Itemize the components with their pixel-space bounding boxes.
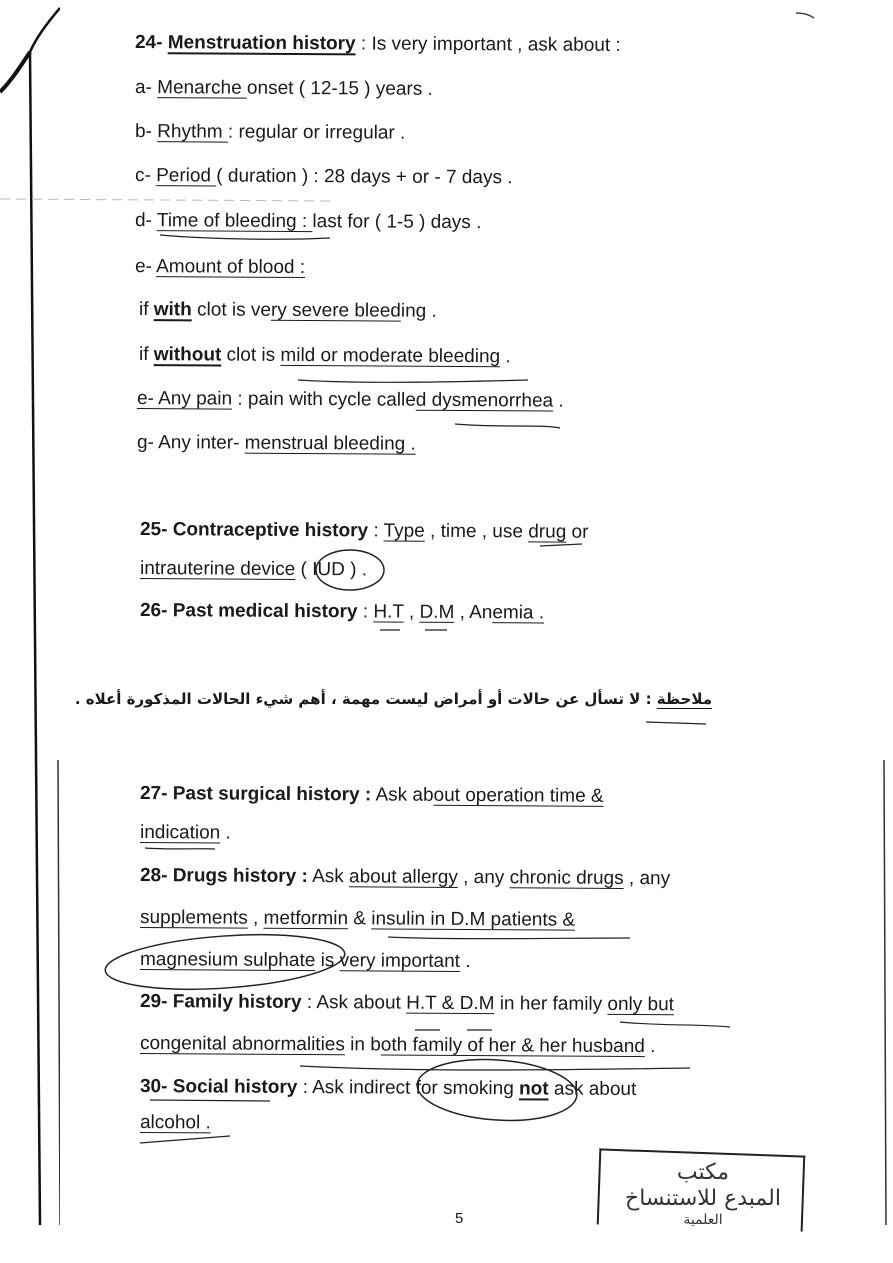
underlined-term: emia . <box>492 602 545 624</box>
menstruation-history-rest: : Is very important , ask about : <box>355 33 621 56</box>
heading-drugs-history <box>140 864 670 891</box>
underlined-term: e- Any pain <box>136 388 233 410</box>
underlined-term: alcohol . <box>139 1112 211 1134</box>
underlined-term: H.T <box>373 601 404 623</box>
line-text: : Ask indirect for smoking <box>297 1076 520 1100</box>
line-text: last for ( 1-5 ) days . <box>312 211 482 234</box>
line-text: . <box>220 822 231 844</box>
menstruation-history-title: Menstruation history <box>167 32 356 55</box>
list-prefix: g- Any inter- <box>136 432 245 454</box>
stamp-line: العلمية <box>683 1212 723 1228</box>
line-period <box>135 164 513 190</box>
underlined-term: Menarche <box>157 77 248 99</box>
line-text: , An <box>454 601 493 624</box>
underlined-term: D.M <box>419 601 455 623</box>
line-text: or <box>566 521 589 543</box>
underlined-term: Time of bleeding : <box>156 210 313 233</box>
list-prefix: d- <box>134 210 157 232</box>
bold-term: without <box>153 344 222 366</box>
bold-term: not <box>519 1078 549 1100</box>
line-text: : Ask about <box>301 991 407 1014</box>
list-prefix: e- <box>134 256 157 278</box>
underlined-term: oth family of her & her husband <box>380 1034 645 1058</box>
line-text: clot is <box>221 344 281 366</box>
arabic-note <box>74 690 712 708</box>
underlined-term: Period <box>156 165 217 187</box>
section-heading: 28- Drugs history : <box>139 865 308 888</box>
line-with-clot <box>139 298 437 324</box>
line-inter-menstrual <box>137 431 416 457</box>
line-indication <box>140 821 231 846</box>
page-number: 5 <box>455 1210 464 1227</box>
line-text: . <box>500 346 511 368</box>
line-text: . <box>553 390 564 412</box>
underlined-term: supplements <box>139 907 248 929</box>
line-any-pain <box>137 387 564 414</box>
line-text: if <box>138 344 154 366</box>
line-text: onset ( 12-15 ) years . <box>246 77 433 100</box>
line-text: clot is ve <box>191 299 272 321</box>
underlined-term: H.T & D.M <box>406 992 495 1015</box>
heading-family-history <box>140 990 674 1017</box>
line-amount-of-blood <box>135 255 305 280</box>
line-rhythm <box>135 120 405 146</box>
stamp-line: المبدع للاستنساخ <box>625 1186 781 1211</box>
line-text: . <box>644 1036 656 1058</box>
underlined-term: d dysmenorrhea <box>415 389 554 412</box>
line-congenital <box>140 1032 656 1059</box>
line-text: , <box>403 601 420 623</box>
line-time-of-bleeding <box>135 209 482 235</box>
underlined-term: drug <box>528 521 567 543</box>
underlined-term: mild or moderate bleeding <box>280 344 501 368</box>
stamp-line: مكتب <box>676 1160 730 1185</box>
underlined-term: intrauterine device <box>139 558 296 580</box>
heading-past-surgical-history <box>140 782 604 809</box>
line-text: ( duration ) : 28 days + or - 7 days . <box>216 165 513 189</box>
line-without-clot <box>139 343 511 369</box>
list-prefix: b- <box>134 121 158 143</box>
line-text: : pain with cycle calle <box>232 388 416 411</box>
line-text: Ask ab <box>371 784 434 806</box>
line-text: ask about <box>548 1078 637 1101</box>
underlined-term: insulin in D.M patients & <box>371 908 576 931</box>
underlined-term: only but <box>607 993 675 1016</box>
item-number: 24- <box>134 32 163 54</box>
underlined-term: metformin <box>263 907 349 930</box>
line-text: , any <box>457 866 510 889</box>
arabic-note-label: ملاحظة <box>656 690 712 708</box>
arabic-note-text: : لا تسأل عن حالات أو أمراض ليست مهمة ، أهم شيء الحالات المذكورة أعلاه . <box>74 690 657 708</box>
underlined-term: about allergy <box>348 866 458 888</box>
line-text: ing . <box>400 300 437 322</box>
list-prefix: a- <box>134 77 158 99</box>
line-supplements <box>140 906 575 933</box>
line-text: in her family <box>494 993 608 1015</box>
line-text: Ask <box>307 866 350 888</box>
line-text: , any <box>623 867 671 890</box>
line-text: : regular or irregular . <box>227 121 406 144</box>
heading-past-medical-history <box>140 599 544 625</box>
section-heading: 27- Past surgical history : <box>139 783 372 806</box>
underlined-term: Type <box>383 520 425 542</box>
line-text: ( IUD ) . <box>295 558 368 581</box>
stamp-text <box>608 1160 798 1228</box>
underlined-term: chronic drugs <box>509 867 624 889</box>
underlined-term: ry severe bleed <box>270 299 401 322</box>
line-text: , <box>247 907 264 929</box>
section-heading: 26- Past medical history <box>139 600 358 623</box>
underlined-term: very important <box>339 950 461 972</box>
line-text: : <box>357 601 374 623</box>
line-text: , time , use <box>424 520 529 543</box>
heading-contraceptive-history <box>140 518 589 545</box>
section-heading: 29- Family history <box>139 991 302 1013</box>
underlined-term: Rhythm <box>157 121 229 143</box>
line-alcohol <box>140 1111 211 1135</box>
line-menarche <box>135 76 433 102</box>
section-heading: 30- Social history <box>139 1076 298 1098</box>
underlined-term: indication <box>139 822 221 844</box>
bold-term: with <box>153 299 192 321</box>
underlined-term: magnesium sulphate <box>139 949 316 972</box>
section-heading: 25- Contraceptive history <box>139 519 369 542</box>
heading-social-history <box>140 1075 636 1102</box>
line-text: is <box>315 950 340 972</box>
line-text: : <box>368 520 384 542</box>
underlined-term: Amount of blood : <box>156 256 306 279</box>
underlined-term: out operation time & <box>433 784 604 807</box>
line-text: . <box>459 950 471 973</box>
line-text: & <box>347 908 372 930</box>
line-text: in b <box>344 1034 381 1056</box>
underlined-term: menstrual bleeding . <box>244 432 416 455</box>
heading-menstruation-history <box>135 31 621 58</box>
line-magnesium-sulphate <box>140 948 471 974</box>
line-iud <box>140 557 367 582</box>
underlined-term: congenital abnormalities <box>139 1033 345 1056</box>
list-prefix: c- <box>134 165 157 187</box>
line-text: if <box>138 299 154 321</box>
